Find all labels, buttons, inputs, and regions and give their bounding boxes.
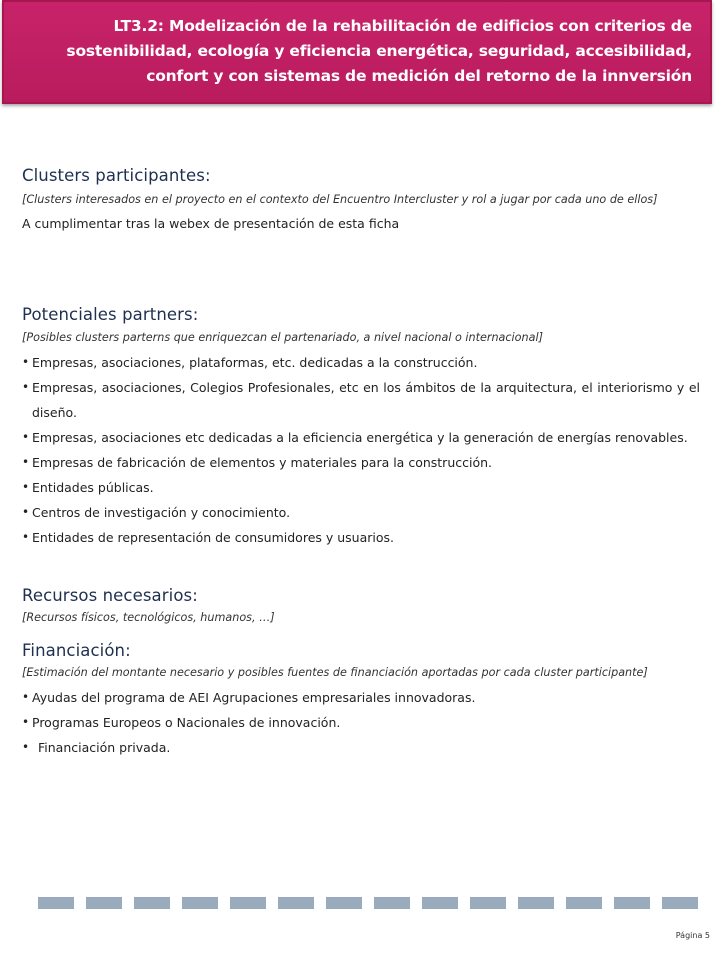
- list-item: • Entidades públicas.: [22, 475, 700, 500]
- list-item: • Empresas, asociaciones, Colegios Profesionales, etc en los ámbitos de la arquitectura, el interiorismo y el diseño.: [22, 375, 700, 425]
- partners-list: [22, 350, 700, 550]
- list-item: • Centros de investigación y conocimiento.: [22, 500, 700, 525]
- list-item: • Financiación privada.: [22, 735, 700, 760]
- bullet-icon: •: [22, 690, 30, 704]
- list-item: • Empresas de fabricación de elementos y materiales para la construcción.: [22, 450, 700, 475]
- list-item: • Empresas, asociaciones, plataformas, etc. dedicadas a la construcción.: [22, 350, 700, 375]
- bullet-icon: •: [22, 430, 30, 444]
- bullet-icon: •: [22, 355, 30, 369]
- section-note-partners: [Posibles clusters parterns que enriquezcan el partenariado, a nivel nacional o internacional]: [22, 331, 543, 344]
- section-heading-financiacion: Financiación:: [22, 641, 131, 660]
- bullet-icon: •: [22, 715, 30, 729]
- bullet-icon: •: [22, 455, 30, 469]
- list-item: • Empresas, asociaciones etc dedicadas a la eficiencia energética y la generación de energías renovables.: [22, 425, 700, 450]
- list-item: • Entidades de representación de consumidores y usuarios.: [22, 525, 700, 550]
- bullet-icon: •: [22, 740, 30, 754]
- section-heading-recursos: Recursos necesarios:: [22, 586, 198, 605]
- document-title: LT3.2: Modelización de la rehabilitación de edificios con criterios de sostenibilidad, ecología y eficiencia energética, seguridad, accesibilidad, confort y con sistemas de medición del retorno de la innversión: [66, 17, 692, 85]
- section-note-financiacion: [Estimación del montante necesario y posibles fuentes de financiación aportadas por cada cluster participante]: [22, 666, 648, 679]
- page-number: Página 5: [675, 931, 710, 940]
- bullet-icon: •: [22, 530, 30, 544]
- title-banner: [2, 0, 712, 104]
- bullet-icon: •: [22, 480, 30, 494]
- financiacion-list: [22, 685, 700, 760]
- section-clusters: [22, 166, 700, 236]
- bullet-icon: •: [22, 380, 30, 394]
- section-note-recursos: [Recursos físicos, tecnológicos, humanos, …]: [22, 611, 275, 624]
- section-financiacion: [22, 641, 700, 760]
- section-text-clusters: A cumplimentar tras la webex de presentación de esta ficha: [22, 216, 400, 231]
- section-recursos: [22, 586, 700, 630]
- footer-divider: [38, 897, 698, 909]
- section-partners: [22, 305, 700, 550]
- section-heading-clusters: Clusters participantes:: [22, 166, 211, 185]
- list-item: • Ayudas del programa de AEI Agrupaciones empresariales innovadoras.: [22, 685, 700, 710]
- section-note-clusters: [Clusters interesados en el proyecto en el contexto del Encuentro Intercluster y rol a jugar por cada uno de ellos]: [22, 193, 658, 206]
- bullet-icon: •: [22, 505, 30, 519]
- section-heading-partners: Potenciales partners:: [22, 305, 199, 324]
- list-item: • Programas Europeos o Nacionales de innovación.: [22, 710, 700, 735]
